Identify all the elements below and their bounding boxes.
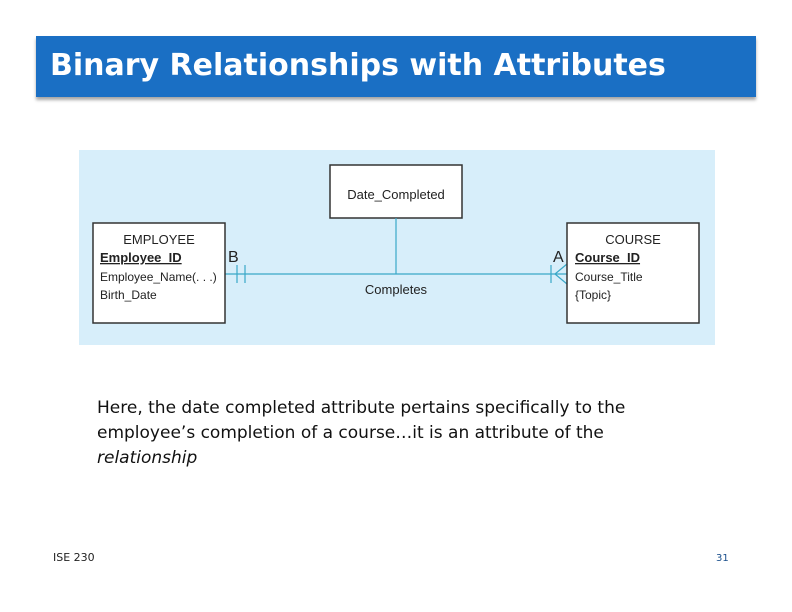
attribute-box-label: Date_Completed xyxy=(347,187,445,202)
employee-attribute-1: Employee_Name(. . .) xyxy=(100,270,217,284)
page-number: 31 xyxy=(716,553,729,564)
course-attribute-2: {Topic} xyxy=(575,288,612,302)
course-crowfoot-lower xyxy=(555,274,567,284)
title-bar xyxy=(36,36,756,97)
caption-text xyxy=(97,396,697,471)
slide-title: Binary Relationships with Attributes xyxy=(50,48,666,83)
caption-emphasis: relationship xyxy=(97,448,198,468)
course-cardinality-label: A xyxy=(553,249,564,266)
course-key-attribute: Course_ID xyxy=(575,250,641,265)
employee-attribute-2: Birth_Date xyxy=(100,288,157,302)
employee-key-attribute: Employee_ID xyxy=(100,250,182,265)
course-entity-name: COURSE xyxy=(605,232,661,247)
employee-cardinality-label: B xyxy=(228,249,239,266)
course-attribute-1: Course_Title xyxy=(575,270,643,284)
footer-course-code: ISE 230 xyxy=(53,551,95,564)
employee-entity-name: EMPLOYEE xyxy=(123,232,195,247)
er-diagram xyxy=(79,150,715,345)
er-diagram-svg xyxy=(79,150,715,345)
caption-main: Here, the date completed attribute pertains specifically to the employee’s completion of a course…it is an attribute of the xyxy=(97,398,626,443)
relationship-label: Completes xyxy=(364,282,428,297)
